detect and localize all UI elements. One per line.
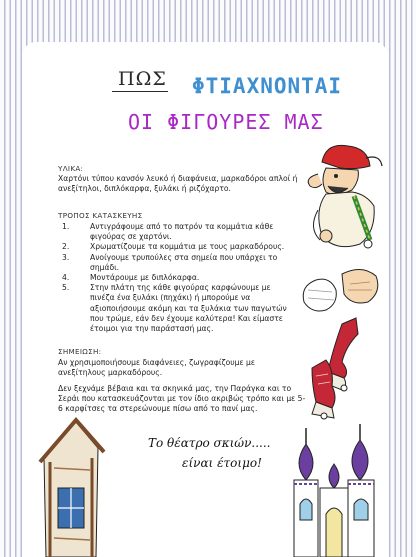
title-pos: ΠΩΣ	[118, 68, 167, 90]
method-step: 3. Ανοίγουμε τρυπούλες στα σημεία που υπάρχει το σημάδι.	[62, 252, 278, 272]
method-step: 4. Μοντάρουμε με διπλόκαρφα.	[62, 273, 200, 283]
karagiozis-figure-illustration	[296, 140, 386, 255]
note-paragraph-2: Δεν ξεχνάμε βέβαια και τα σκηνικά μας, την Παράγκα και το Σεράι που κατασκευάζονται με τον ίδιο ακριβώς τρόπο και με 5-6 καρφίτσες τα στερεώνουμε πίσω από το πανί μας.	[58, 384, 306, 414]
materials-text: Χαρτόνι τύπου κανσόν λευκό ή διαφάνεια, μαρκαδόροι απλοί ή ανεξίτηλοι, διπλόκαρφα, ξυλάκι ή ριζόχαρτο.	[58, 174, 298, 194]
closing-line-2: είναι έτοιμο!	[182, 456, 262, 470]
serai-palace-illustration	[288, 424, 388, 557]
puppet-legs-illustration	[298, 316, 382, 422]
method-step: 2. Χρωματίζουμε τα κομμάτια με τους μαρκαδόρους.	[62, 242, 285, 252]
note-paragraph-1: Αν χρησιμοποιήσουμε διαφάνειες, ζωγραφίζουμε με ανεξίτηλους μαρκαδόρους.	[58, 358, 255, 378]
materials-heading: ΥΛΙΚΑ:	[58, 164, 84, 173]
method-steps	[62, 222, 294, 334]
method-step: 1. Αντιγράφουμε από το πατρόν τα κομμάτια κάθε φιγούρας σε χαρτόνι.	[62, 222, 274, 242]
title-figoures: ΟΙ ΦΙΓΟΥΡΕΣ ΜΑΣ	[128, 110, 324, 134]
note-heading: ΣΗΜΕΙΩΣΗ:	[58, 347, 102, 356]
title-ftiachnontai: ΦΤΙΑΧΝΟΝΤΑΙ	[192, 74, 343, 98]
title-pos-underline	[112, 91, 168, 92]
method-heading: ΤΡΟΠΟΣ ΚΑΤΑΣΚΕΥΗΣ	[58, 211, 143, 220]
paranga-shack-illustration	[36, 418, 108, 557]
closing-line-1: Το θέατρο σκιών.....	[148, 436, 271, 450]
puppet-hands-illustration	[296, 262, 382, 322]
method-step: 5. Στην πλάτη της κάθε φιγούρας καρφώνουμε με πινέζα ένα ξυλάκι (πηχάκι) ή μπορούμε να αξιοποιήσουμε ακόμη και τα ξυλάκια των παγωτών που τρώμε, εάν δεν έχουμε καλύτερα! Και είμαστε έτοιμοι για την παράστασή μας.	[62, 283, 287, 334]
